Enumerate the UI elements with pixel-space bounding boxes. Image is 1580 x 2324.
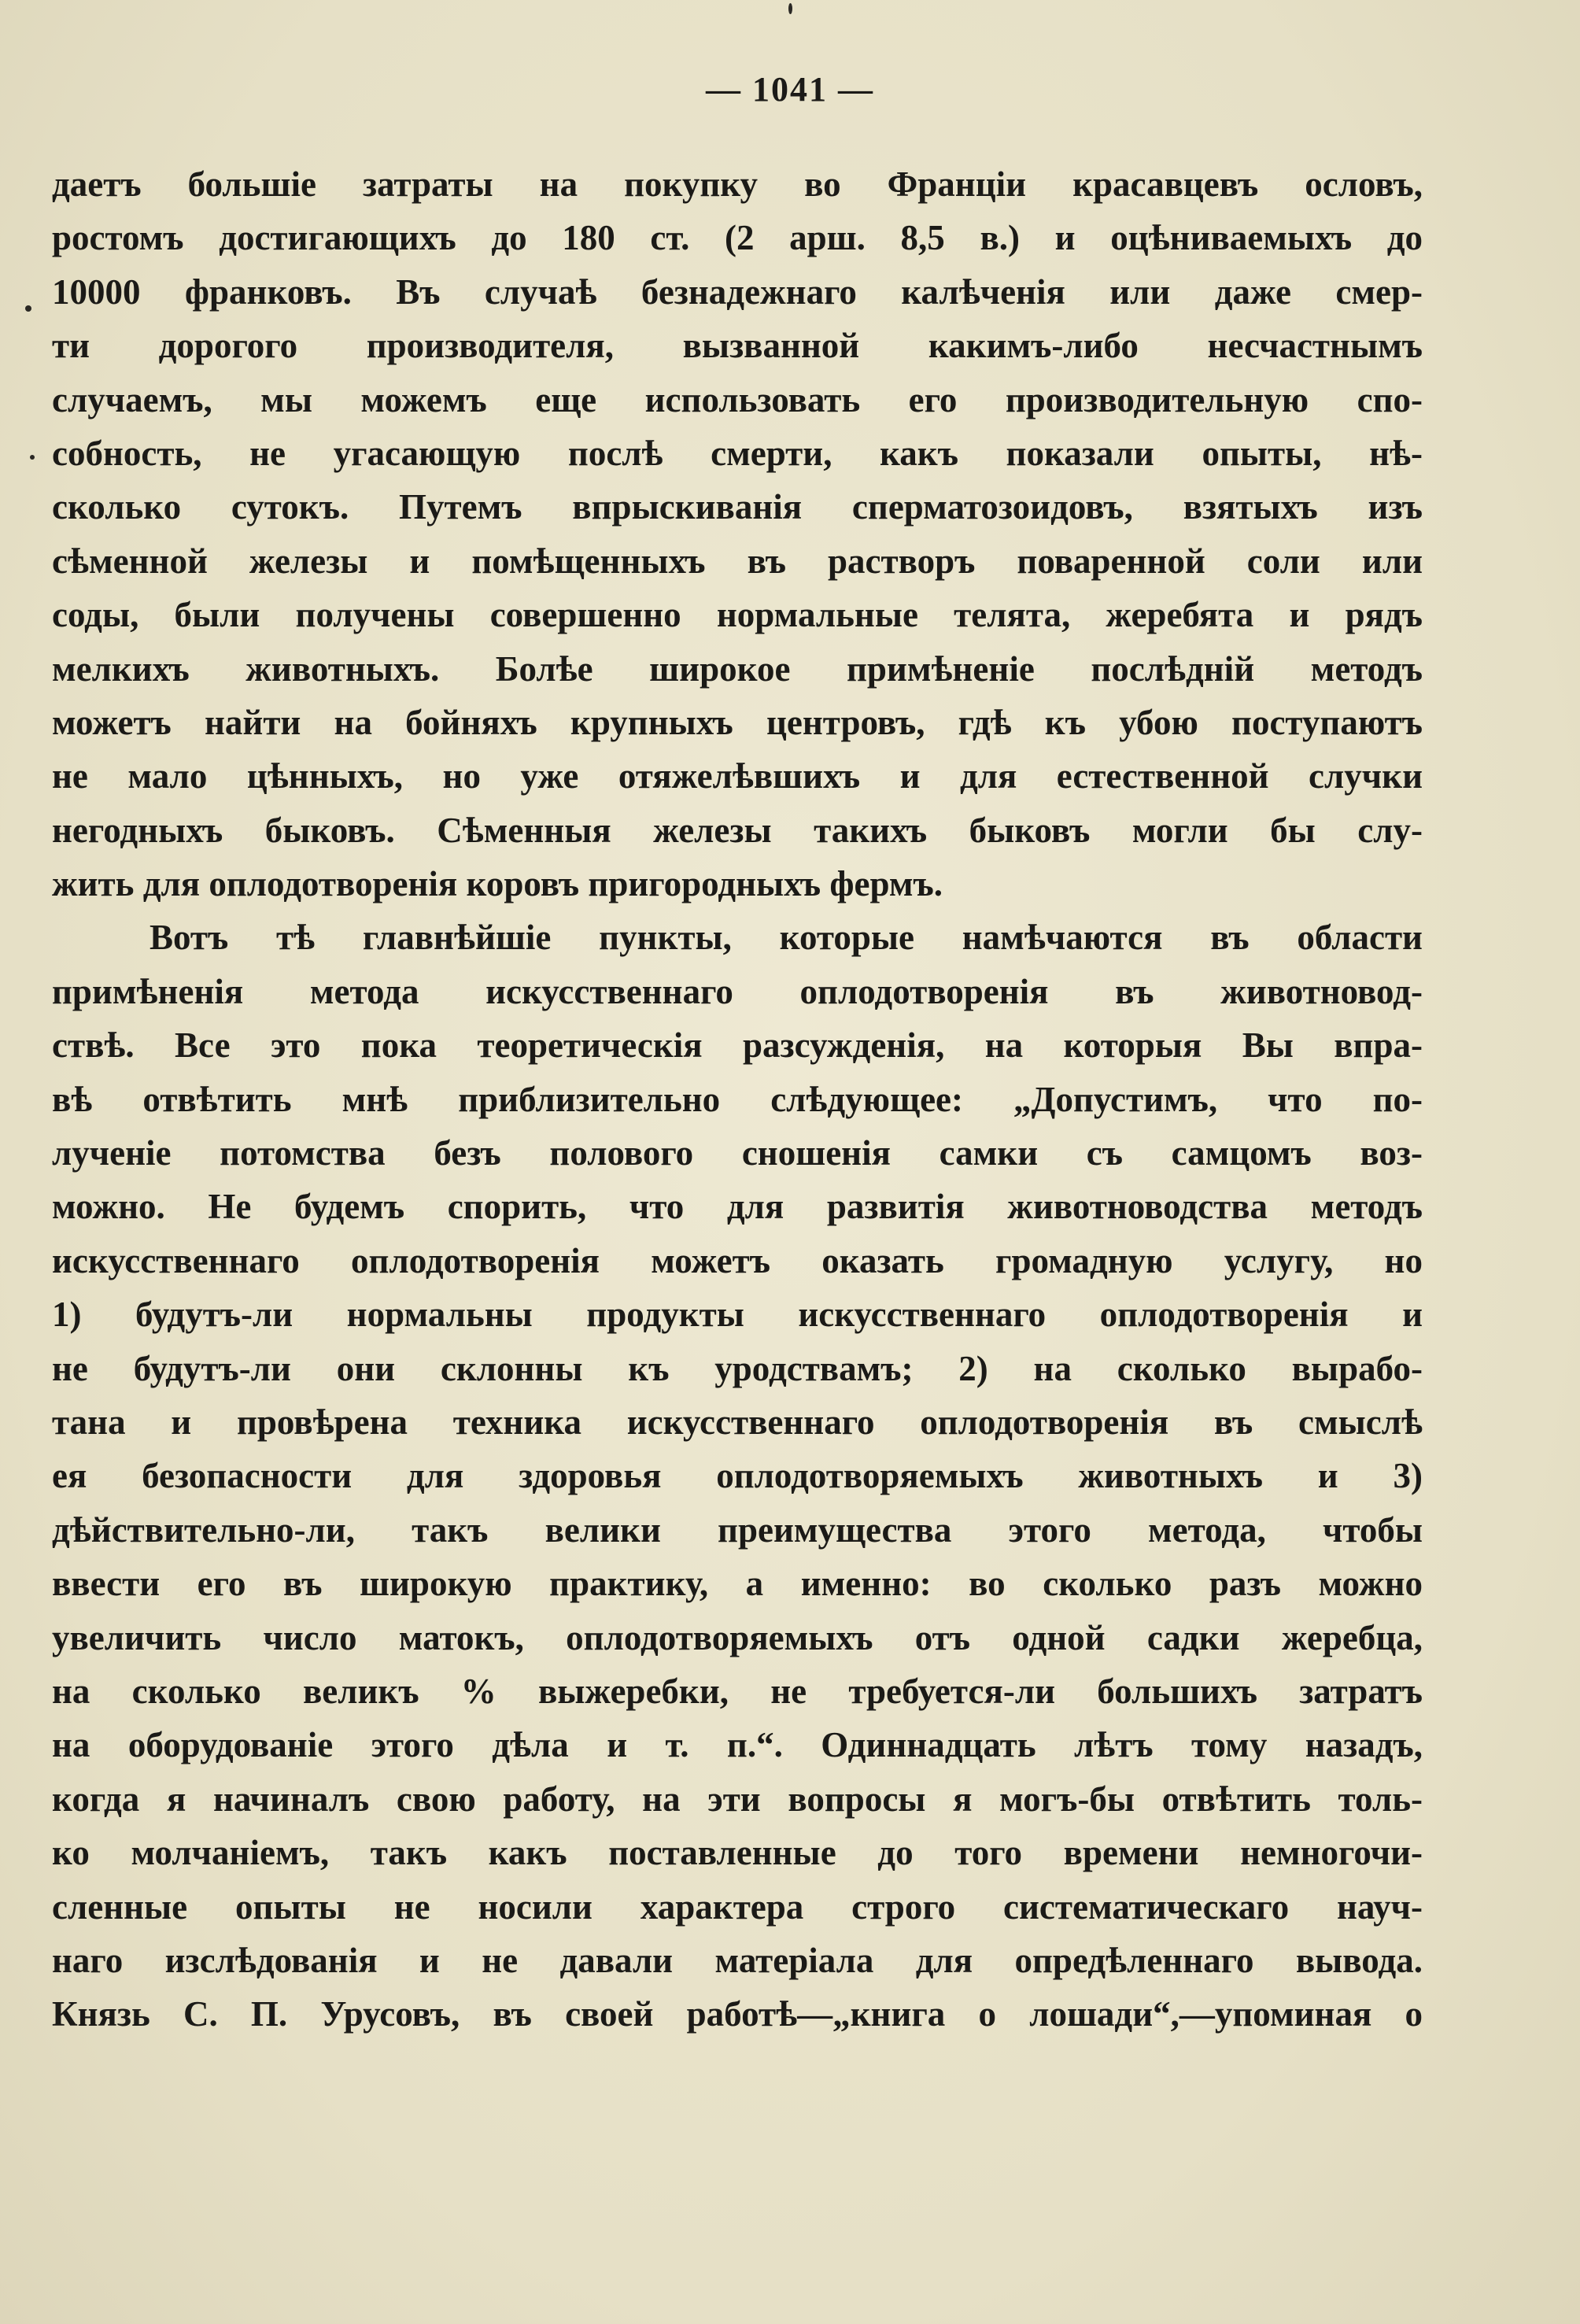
text-line: увеличить число матокъ, оплодотворяемыхъ отъ одной садки жеребца, <box>52 1617 1423 1657</box>
text-line: лученіе потомства безъ полового сношенія самки съ самцомъ воз- <box>52 1133 1423 1173</box>
page-number-header: — 1041 — <box>706 70 874 109</box>
text-line: вѣ отвѣтить мнѣ приблизительно слѣдующее: „Допустимъ, что по- <box>52 1079 1423 1119</box>
text-line: дѣйствительно-ли, такъ велики преимущества этого метода, чтобы <box>52 1509 1423 1550</box>
paragraph-end-line: жить для оплодотворенія коровъ пригородныхъ фермъ. <box>52 864 943 904</box>
text-line: сѣменной железы и помѣщенныхъ въ растворъ поваренной соли или <box>52 541 1423 581</box>
text-line: тана и провѣрена техника искусственнаго оплодотворенія въ смыслѣ <box>52 1402 1423 1442</box>
text-line: даетъ большіе затраты на покупку во Франціи красавцевъ ословъ, <box>52 164 1423 204</box>
text-line: не будутъ-ли они склонны къ уродствамъ; 2) на сколько вырабо- <box>52 1348 1423 1388</box>
ink-speck <box>30 455 35 460</box>
text-line: можно. Не будемъ спорить, что для развитія животноводства методъ <box>52 1187 1423 1227</box>
text-line: наго изслѣдованія и не давали матеріала для опредѣленнаго вывода. <box>52 1940 1423 1980</box>
text-line: на сколько великъ % выжеребки, не требуется-ли большихъ затратъ <box>52 1671 1423 1711</box>
text-line: мелкихъ животныхъ. Болѣе широкое примѣненіе послѣдній методъ <box>52 648 1423 689</box>
text-line: ея безопасности для здоровья оплодотворяемыхъ животныхъ и 3) <box>52 1456 1423 1496</box>
text-line: ти дорогого производителя, вызванной какимъ-либо несчастнымъ <box>52 326 1423 366</box>
text-line: примѣненія метода искусственнаго оплодотворенія въ животновод- <box>52 971 1423 1011</box>
paragraph-start-line: Вотъ тѣ главнѣйшіе пункты, которые намѣчаются въ области <box>150 918 1423 958</box>
text-line: негодныхъ быковъ. Сѣменныя железы такихъ быковъ могли бы слу- <box>52 810 1423 850</box>
body-text <box>52 157 1423 2041</box>
text-line: сколько сутокъ. Путемъ впрыскиванія сперматозоидовъ, взятыхъ изъ <box>52 487 1423 527</box>
text-line: ствѣ. Все это пока теоретическія разсужденія, на которыя Вы впра- <box>52 1025 1423 1066</box>
ink-speck <box>788 3 792 14</box>
text-line: когда я начиналъ свою работу, на эти вопросы я могъ-бы отвѣтить толь- <box>52 1779 1423 1819</box>
text-line: искусственнаго оплодотворенія можетъ оказать громадную услугу, но <box>52 1240 1423 1280</box>
text-line: ко молчаніемъ, такъ какъ поставленные до того времени немногочи- <box>52 1833 1423 1873</box>
text-line: соды, были получены совершенно нормальные телята, жеребята и рядъ <box>52 595 1423 635</box>
text-line: собность, не угасающую послѣ смерти, какъ показали опыты, нѣ- <box>52 433 1423 473</box>
text-line: Князь С. П. Урусовъ, въ своей работѣ—„книга о лошади“,—упоминая о <box>52 1994 1423 2034</box>
text-line: не мало цѣнныхъ, но уже отяжелѣвшихъ и для естественной случки <box>52 756 1423 796</box>
text-line: сленные опыты не носили характера строго систематическаго науч- <box>52 1886 1423 1927</box>
text-line: 10000 франковъ. Въ случаѣ безнадежнаго калѣченія или даже смер- <box>52 272 1423 312</box>
text-line: можетъ найти на бойняхъ крупныхъ центровъ, гдѣ къ убою поступаютъ <box>52 702 1423 742</box>
text-line: 1) будутъ-ли нормальны продукты искусственнаго оплодотворенія и <box>52 1295 1423 1335</box>
text-line: ростомъ достигающихъ до 180 ст. (2 арш. 8,5 в.) и оцѣниваемыхъ до <box>52 218 1423 258</box>
text-line: ввести его въ широкую практику, а именно: во сколько разъ можно <box>52 1564 1423 1604</box>
ink-speck <box>25 305 31 312</box>
text-line: на оборудованіе этого дѣла и т. п.“. Одиннадцать лѣтъ тому назадъ, <box>52 1725 1423 1765</box>
text-line: случаемъ, мы можемъ еще использовать его производительную спо- <box>52 379 1423 419</box>
